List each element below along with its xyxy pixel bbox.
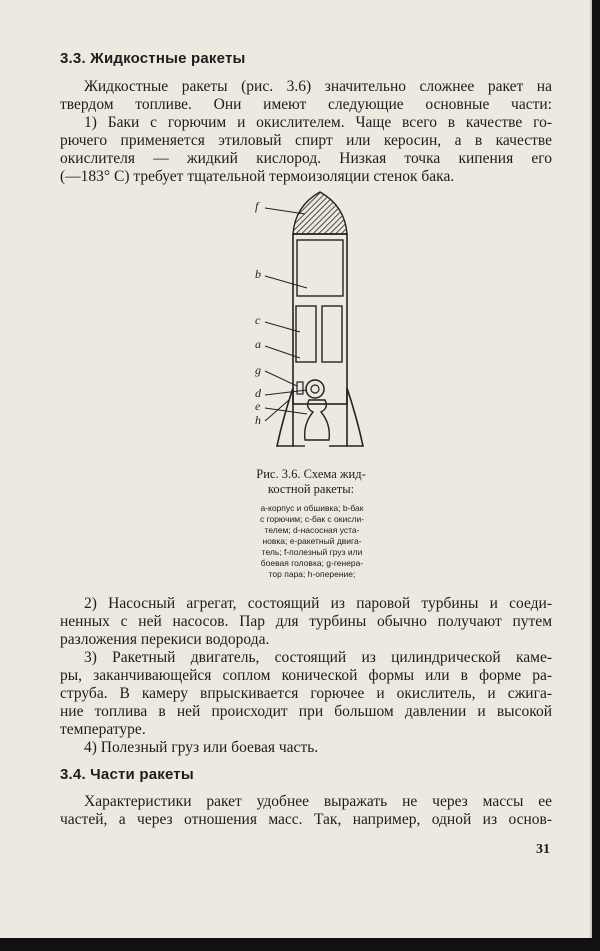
paragraph-line: окислителя — жидкий кислород. Низкая точка кипения его: [60, 150, 552, 167]
label-h: h: [255, 413, 261, 427]
oxidizer-tank-left: [296, 306, 316, 362]
paragraph-line: рючего применяется этиловый спирт или керосин, а в качестве: [60, 132, 552, 149]
paragraph-line: Жидкостные ракеты (рис. 3.6) значительно сложнее ракет на: [84, 78, 552, 95]
pump-unit: [306, 380, 324, 398]
label-c: c: [255, 313, 261, 327]
label-e: e: [255, 399, 261, 413]
paragraph-line: 2) Насосный агрегат, состоящий из паровой турбины и соеди-: [84, 595, 552, 612]
figure-legend-line: боевая головка; g-генера-: [260, 558, 364, 568]
figure-legend-line: тор пара; h-оперение;: [268, 569, 356, 579]
label-d: d: [255, 386, 261, 400]
paragraph-line: ние топлива в ней происходит при большом давлении и высокой: [60, 703, 552, 720]
paragraph-line: 3) Ракетный двигатель, состоящий из цилиндрической каме-: [84, 649, 552, 666]
label-b: b: [255, 267, 261, 281]
figure-legend-line: тель; f-полезный груз или: [261, 547, 363, 557]
paragraph-line: 4) Полезный груз или боевая часть.: [84, 739, 319, 756]
paragraph-line: (—183° С) требует тщательной термоизоляции стенок бака.: [60, 168, 455, 185]
label-f: f: [255, 199, 259, 213]
paragraph-line: 1) Баки с горючим и окислителем. Чаще всего в качестве го-: [84, 114, 552, 131]
paragraph-line: разложения перекиси водорода.: [60, 631, 270, 648]
left-fin: [277, 388, 293, 446]
paragraph-line: Характеристики ракет удобнее выражать не через массы ее: [84, 793, 552, 810]
oxidizer-tank-right: [322, 306, 342, 362]
rocket-body: [293, 234, 347, 404]
paragraph-line: твердом топливе. Они имеют следующие основные части:: [60, 96, 552, 113]
figure-legend-line: новка; e-ракетный двига-: [262, 536, 362, 546]
label-g: g: [255, 363, 261, 377]
engine: [305, 400, 330, 440]
figure-legend-line: телем; d-насосная уста-: [264, 525, 360, 535]
rocket-diagram: [245, 188, 385, 460]
label-a: a: [255, 337, 261, 351]
paragraph-line: ненных с ней насосов. Пар для турбины обычно получают путем: [60, 613, 552, 630]
steam-generator: [297, 382, 303, 394]
paragraph-line: температуре.: [60, 721, 146, 738]
paragraph-line: струба. В камеру впрыскивается горючее и окислитель, и сжига-: [60, 685, 552, 702]
section-heading-rocket-parts: 3.4. Части ракеты: [60, 766, 194, 783]
figure-legend-line: a-корпус и обшивка; b-бак: [260, 503, 364, 513]
figure-caption-line: Рис. 3.6. Схема жид-: [256, 467, 366, 481]
page-number: 31: [536, 842, 550, 857]
figure-caption-line: костной ракеты:: [267, 482, 355, 496]
figure-legend-line: с горючим; c-бак с окисли-: [259, 514, 365, 524]
paragraph-line: ры, заканчивающейся соплом конической формы или в форме ра-: [60, 667, 552, 684]
paragraph-line: частей, а через отношения масс. Так, например, одной из основ-: [60, 811, 552, 828]
right-fin: [347, 388, 363, 446]
section-heading-liquid-rockets: 3.3. Жидкостные ракеты: [60, 50, 246, 67]
